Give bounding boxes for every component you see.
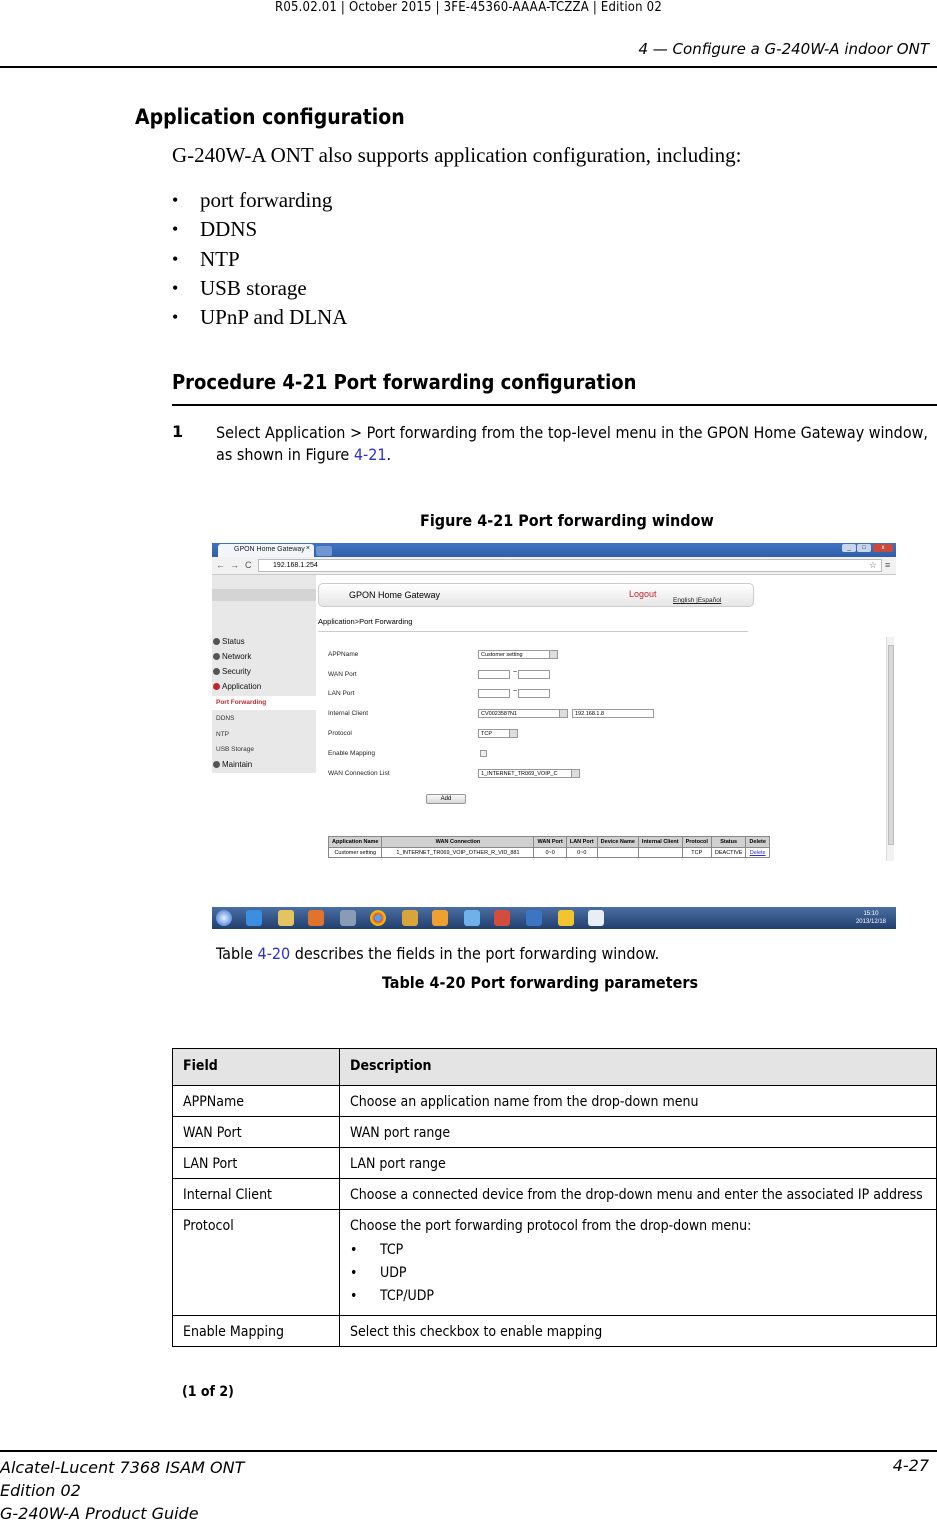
footer-rule: [0, 1450, 937, 1452]
bullet-icon: [213, 668, 220, 675]
list-item-text: USB storage: [200, 276, 307, 301]
option-text: TCP/UDP: [380, 1288, 435, 1304]
footer-product: Alcatel-Lucent 7368 ISAM ONT: [0, 1458, 245, 1477]
scrollbar-thumb[interactable]: [888, 645, 894, 845]
table-cell: 1_INTERNET_TR069_VOIP_OTHER_R_VID_881: [382, 848, 534, 858]
table-cell: DEACTIVE: [711, 848, 746, 858]
chrome-icon[interactable]: [370, 910, 386, 926]
table-header: Internal Client: [638, 837, 682, 848]
appname-label: APPName: [328, 651, 359, 658]
sidebar-item-security[interactable]: [213, 667, 251, 676]
bullet-icon: [213, 653, 220, 660]
table-intro-before: Table: [216, 944, 258, 963]
table-header: LAN Port: [566, 837, 597, 848]
internal-client-label: Internal Client: [328, 710, 369, 717]
breadcrumb-rule: [318, 631, 748, 632]
table-row: [173, 1179, 937, 1210]
sidebar-item-label: Security: [222, 667, 251, 676]
chevron-down-icon: [571, 770, 579, 777]
section-heading: Application configuration: [135, 105, 405, 129]
description-cell: Select this checkbox to enable mapping: [340, 1316, 937, 1347]
port-forwarding-screenshot: [212, 543, 896, 929]
description-cell: Choose an application name from the drop-down menu: [340, 1086, 937, 1117]
url-input[interactable]: [258, 559, 882, 572]
bookmark-star-icon[interactable]: ☆: [868, 560, 877, 570]
description-cell: LAN port range: [340, 1148, 937, 1179]
bullet-icon: •: [172, 278, 179, 299]
table-row: [329, 848, 770, 858]
word-icon[interactable]: [588, 910, 604, 926]
sidebar-item-status[interactable]: [213, 637, 245, 646]
bullet-icon: [213, 683, 220, 690]
chevron-down-icon: [509, 730, 517, 737]
window-close-icon[interactable]: x: [873, 544, 893, 552]
delete-link[interactable]: Delete: [746, 848, 770, 858]
tab-title: GPON Home Gateway: [234, 546, 305, 553]
footer-left: [0, 1456, 244, 1520]
step-text-after: .: [386, 445, 392, 464]
table-row: [173, 1210, 937, 1316]
table-header-field: Field: [173, 1049, 340, 1086]
list-item: [172, 186, 347, 215]
table-caption: Table 4-20 Port forwarding parameters: [382, 973, 699, 992]
browser-tab[interactable]: [218, 544, 314, 557]
table-cell: 0~0: [534, 848, 566, 858]
field-cell: LAN Port: [173, 1148, 340, 1179]
clock-date: 2013/12/18: [855, 919, 886, 925]
description-cell: [340, 1210, 937, 1316]
procedure-rule: [172, 404, 937, 406]
gateway-header: [318, 583, 754, 607]
sidebar-item-label: Network: [222, 652, 252, 661]
taskbar-clock: [856, 910, 886, 926]
logout-link[interactable]: Logout: [629, 589, 657, 599]
lan-port-label: LAN Port: [328, 690, 355, 697]
internal-client-select[interactable]: [478, 709, 568, 718]
document-banner: R05.02.01 | October 2015 | 3FE-45360-AAAA-TCZZA | Edition 02: [275, 0, 662, 15]
list-item: [172, 274, 347, 303]
table-header-row: [173, 1049, 937, 1086]
list-item: [172, 215, 347, 244]
range-separator: ~: [513, 669, 518, 676]
scrollbar[interactable]: [886, 637, 894, 861]
windows-taskbar: [212, 907, 896, 929]
range-separator: ~: [513, 688, 518, 695]
bullet-icon: [213, 761, 220, 768]
sidebar-item-label: Application: [222, 682, 262, 691]
step-text: [216, 422, 936, 466]
description-cell: Choose a connected device from the drop-down menu and enter the associated IP address: [340, 1179, 937, 1210]
sidebar-item-label: Status: [222, 637, 245, 646]
app-icon[interactable]: [494, 910, 510, 926]
option-text: UDP: [380, 1265, 407, 1281]
sidebar-item-application[interactable]: [213, 682, 261, 691]
lan-port-start-input[interactable]: [478, 689, 510, 698]
table-row: [173, 1148, 937, 1179]
port-forwarding-parameters-table: [172, 1048, 937, 1347]
chevron-down-icon: [559, 710, 567, 717]
wan-port-end-input[interactable]: [518, 670, 550, 679]
sidebar-item-label: Maintain: [222, 760, 253, 769]
list-item: [172, 303, 347, 332]
table-row: [173, 1316, 937, 1347]
outlook-icon[interactable]: [432, 910, 448, 926]
enable-mapping-checkbox[interactable]: [480, 750, 487, 757]
network-icon[interactable]: [464, 910, 480, 926]
enable-mapping-label: Enable Mapping: [328, 750, 375, 757]
language-links[interactable]: English |Español: [673, 597, 722, 604]
gateway-title: GPON Home Gateway: [349, 590, 441, 600]
firefox-icon[interactable]: [308, 910, 324, 926]
field-cell: APPName: [173, 1086, 340, 1117]
bullet-icon: •: [350, 1288, 358, 1304]
footer-guide: G-240W-A Product Guide: [0, 1504, 199, 1520]
bullet-icon: •: [350, 1242, 358, 1258]
list-item-text: NTP: [200, 246, 240, 271]
maximize-icon[interactable]: □: [857, 544, 871, 552]
table-header-row: [329, 837, 770, 848]
protocol-options-list: [350, 1241, 926, 1310]
internal-client-value: CV0023587N1: [481, 711, 518, 717]
notes-icon[interactable]: [402, 910, 418, 926]
section-intro: G-240W-A ONT also supports application configuration, including:: [172, 143, 742, 167]
sidebar-top-bar: [212, 589, 316, 601]
wan-connection-label: WAN Connection List: [328, 770, 390, 777]
table-cell: [638, 848, 682, 858]
procedure-heading: Procedure 4-21 Port forwarding configuration: [172, 370, 637, 394]
internal-client-ip-input[interactable]: 192.168.1.8: [572, 709, 654, 718]
bullet-icon: •: [172, 219, 179, 240]
bullet-icon: •: [172, 307, 179, 328]
table-row: [173, 1117, 937, 1148]
list-item: [350, 1264, 926, 1287]
address-bar: [212, 557, 896, 575]
protocol-label: Protocol: [328, 730, 352, 737]
breadcrumb: Application>Port Forwarding: [318, 617, 413, 626]
bullet-icon: •: [350, 1265, 358, 1281]
table-link[interactable]: 4-20: [257, 944, 291, 963]
list-item: [350, 1241, 926, 1264]
start-button-icon[interactable]: [216, 910, 232, 926]
field-cell: WAN Port: [173, 1117, 340, 1148]
new-tab-button[interactable]: [316, 546, 332, 556]
step-text-before: Select Application > Port forwarding from the top-level menu in the GPON Home Gateway window, as shown in Figure: [216, 423, 928, 464]
table-header-description: Description: [340, 1049, 937, 1086]
ie-icon[interactable]: [246, 910, 262, 926]
header-rule: [0, 66, 937, 68]
back-icon[interactable]: ←: [216, 560, 225, 570]
app-icon[interactable]: [526, 910, 542, 926]
appname-select[interactable]: [478, 650, 558, 659]
clock-time: 15:10: [863, 911, 879, 917]
sidebar-sub-usb-storage[interactable]: USB Storage: [216, 746, 254, 753]
list-item: [172, 245, 347, 274]
table-cell: Customer setting: [329, 848, 382, 858]
tab-close-icon[interactable]: ×: [305, 545, 310, 552]
chevron-down-icon: [549, 651, 557, 658]
url-text: 192.168.1.254: [273, 562, 318, 569]
list-item: [350, 1287, 926, 1310]
sidebar-item-network[interactable]: [213, 652, 251, 661]
table-header: Device Name: [597, 837, 638, 848]
bullet-icon: [213, 638, 220, 645]
table-header: WAN Connection: [382, 837, 534, 848]
table-row: [173, 1086, 937, 1117]
table-header: WAN Port: [534, 837, 566, 848]
table-header: Application Name: [329, 837, 382, 848]
sidebar-sub-ddns[interactable]: DDNS: [216, 715, 235, 722]
appname-value: Customer setting: [481, 652, 523, 658]
step-number: 1: [172, 422, 184, 441]
chapter-title: 4 — Configure a G-240W-A indoor ONT: [638, 40, 929, 58]
folder-icon[interactable]: [278, 910, 294, 926]
list-item-text: UPnP and DLNA: [200, 305, 348, 330]
wan-port-label: WAN Port: [328, 671, 357, 678]
table-page-note: (1 of 2): [182, 1384, 234, 1400]
app-icon[interactable]: [558, 910, 574, 926]
sidebar-item-maintain[interactable]: [213, 760, 252, 769]
description-cell: WAN port range: [340, 1117, 937, 1148]
list-item-text: DDNS: [200, 217, 258, 242]
wan-connection-value: 1_INTERNET_TR069_VOIP_C: [481, 771, 558, 777]
field-cell: Internal Client: [173, 1179, 340, 1210]
sidebar-sub-ntp[interactable]: NTP: [216, 731, 229, 738]
minimize-icon[interactable]: _: [842, 544, 856, 552]
add-button[interactable]: Add: [426, 794, 466, 804]
feature-list: [172, 186, 347, 332]
bullet-icon: •: [172, 190, 179, 211]
table-header: Delete: [746, 837, 770, 848]
table-intro: [216, 944, 659, 963]
table-cell: TCP: [682, 848, 711, 858]
forward-icon[interactable]: →: [230, 560, 239, 570]
lan-port-end-input[interactable]: [518, 689, 550, 698]
table-header: Status: [711, 837, 746, 848]
table-header: Protocol: [682, 837, 711, 848]
protocol-select[interactable]: [478, 729, 518, 738]
option-text: TCP: [380, 1242, 404, 1258]
footer-edition: Edition 02: [0, 1481, 81, 1500]
wan-connection-select[interactable]: [478, 769, 580, 778]
protocol-value: TCP: [481, 731, 492, 737]
description-text: Choose the port forwarding protocol from the drop-down menu:: [350, 1218, 752, 1234]
table-cell: 0~0: [566, 848, 597, 858]
gateway-sidebar: [212, 575, 316, 773]
field-cell: Enable Mapping: [173, 1316, 340, 1347]
figure-link[interactable]: 4-21: [353, 445, 387, 464]
table-intro-after: describes the fields in the port forwarding window.: [290, 944, 660, 963]
app-icon[interactable]: [340, 910, 356, 926]
reload-icon[interactable]: C: [245, 560, 252, 570]
field-cell: Protocol: [173, 1210, 340, 1316]
bullet-icon: •: [172, 248, 179, 269]
port-forwarding-rules-table: [328, 836, 770, 858]
list-item-text: port forwarding: [200, 188, 333, 213]
table-cell: [597, 848, 638, 858]
sidebar-sub-port-forwarding[interactable]: Port Forwarding: [216, 699, 267, 706]
menu-icon[interactable]: ≡: [885, 560, 891, 570]
browser-tabstrip: [212, 543, 896, 557]
page-number: 4-27: [892, 1456, 929, 1475]
wan-port-start-input[interactable]: [478, 670, 510, 679]
figure-caption: Figure 4-21 Port forwarding window: [420, 511, 714, 530]
